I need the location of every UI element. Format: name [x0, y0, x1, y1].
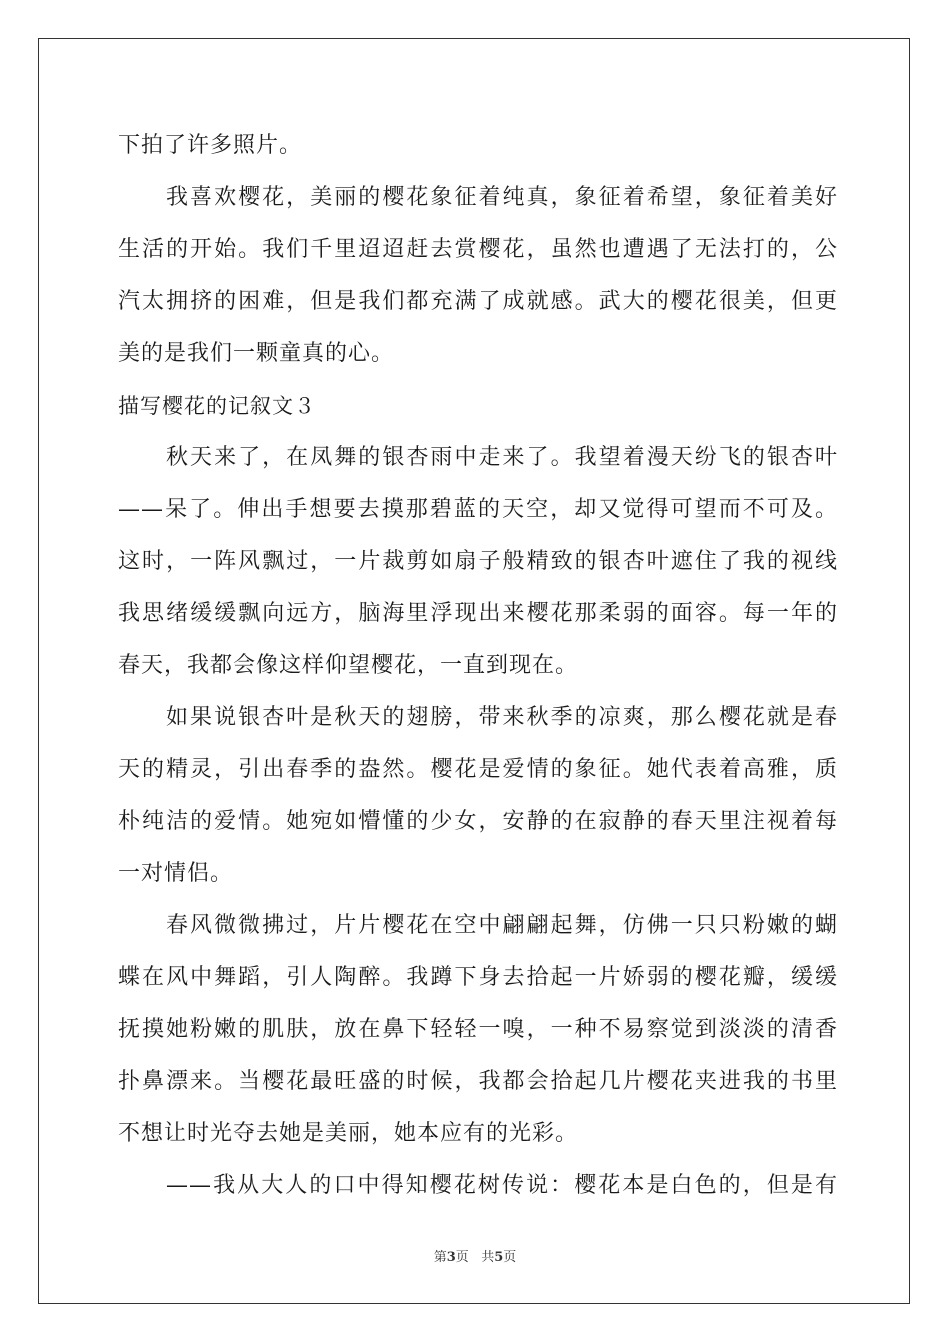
text-line: ——呆了。伸出手想要去摸那碧蓝的天空，却又觉得可望而不可及。 — [118, 497, 838, 522]
text-line: 朴纯洁的爱情。她宛如懵懂的少女，安静的在寂静的春天里注视着每 — [118, 809, 838, 834]
page-suffix: 页 — [455, 1250, 469, 1265]
total-prefix: 共 — [481, 1250, 495, 1265]
text-line: 天的精灵，引出春季的盎然。樱花是爱情的象征。她代表着高雅，质 — [118, 757, 838, 782]
text-line: 生活的开始。我们千里迢迢赶去赏樱花，虽然也遭遇了无法打的，公 — [118, 237, 838, 262]
page-number: 3 — [446, 1250, 456, 1265]
document-body — [118, 120, 838, 1212]
text-line: 扑鼻漂来。当樱花最旺盛的时候，我都会拾起几片樱花夹进我的书里 — [118, 1069, 838, 1094]
text-line: 不想让时光夺去她是美丽，她本应有的光彩。 — [118, 1121, 579, 1146]
text-line: 抚摸她粉嫩的肌肤，放在鼻下轻轻一嗅，一种不易察觉到淡淡的清香 — [118, 1017, 838, 1042]
text-line: 蝶在风中舞蹈，引人陶醉。我蹲下身去拾起一片娇弱的樱花瓣，缓缓 — [118, 965, 838, 990]
text-line: 下拍了许多照片。 — [118, 133, 303, 158]
paragraph-start-line: ——我从大人的口中得知樱花树传说：樱花本是白色的，但是有 — [166, 1173, 838, 1198]
paragraph-start-line: 我喜欢樱花，美丽的樱花象征着纯真，象征着希望，象征着美好 — [166, 185, 838, 210]
paragraph-start-line: 秋天来了，在凤舞的银杏雨中走来了。我望着漫天纷飞的银杏叶 — [166, 445, 838, 470]
text-line: 春天，我都会像这样仰望樱花，一直到现在。 — [118, 653, 579, 678]
page-footer — [0, 1246, 950, 1265]
text-line: 这时，一阵风飘过，一片裁剪如扇子般精致的银杏叶遮住了我的视线 — [118, 549, 838, 574]
paragraph-start-line: 春风微微拂过，片片樱花在空中翩翩起舞，仿佛一只只粉嫩的蝴 — [166, 913, 838, 938]
text-line: 我思绪缓缓飘向远方，脑海里浮现出来樱花那柔弱的面容。每一年的 — [118, 601, 838, 626]
text-line: 一对情侣。 — [118, 861, 234, 886]
section-heading: 描写樱花的记叙文３ — [118, 394, 316, 418]
text-line: 美的是我们一颗童真的心。 — [118, 341, 395, 366]
paragraph-start-line: 如果说银杏叶是秋天的翅膀，带来秋季的凉爽，那么樱花就是春 — [166, 705, 838, 730]
total-suffix: 页 — [503, 1250, 517, 1265]
total-pages: 5 — [494, 1250, 504, 1265]
page-prefix: 第 — [433, 1250, 447, 1265]
text-line: 汽太拥挤的困难，但是我们都充满了成就感。武大的樱花很美，但更 — [118, 289, 838, 314]
